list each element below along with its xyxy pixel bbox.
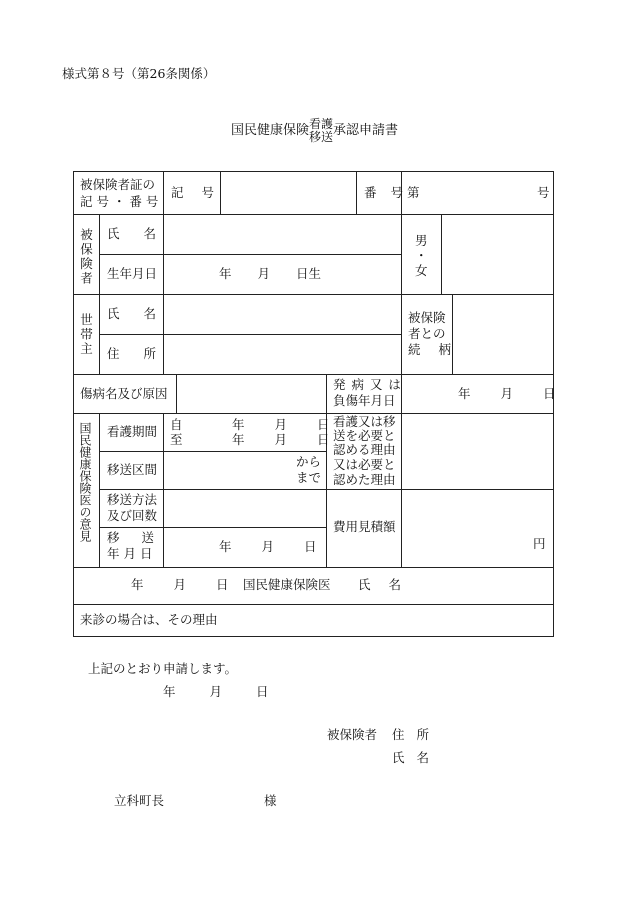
visit-reason-label: 来診の場合は、その理由 bbox=[80, 612, 218, 627]
applicant-name-label: 氏 名 bbox=[392, 750, 429, 765]
title-suffix: 承認申請書 bbox=[333, 123, 399, 139]
insured-birth-value: 年 月 日生 bbox=[219, 266, 321, 281]
reason-line3: 認める理由 bbox=[333, 442, 396, 457]
reason-line2: 送を必要と bbox=[333, 428, 396, 443]
reason-line5: 認めた理由 bbox=[333, 472, 396, 487]
addressee-mayor: 立科町長 bbox=[114, 793, 165, 808]
transfer-date-line1: 移 送 bbox=[107, 530, 154, 545]
application-date: 年 月 日 bbox=[163, 684, 269, 699]
relation-line1: 被保険 bbox=[408, 310, 446, 325]
title-stack bbox=[309, 118, 333, 143]
onset-label-line2: 負傷年月日 bbox=[333, 393, 396, 408]
period-from-label: 自 bbox=[170, 417, 183, 432]
applicant-address-label: 住 所 bbox=[392, 727, 429, 742]
period-to-date: 年 月 日 bbox=[232, 432, 330, 447]
title-prefix: 国民健康保険 bbox=[231, 123, 310, 139]
gender-female: 女 bbox=[415, 263, 428, 278]
transfer-date-line2: 年 月 日 bbox=[107, 546, 153, 561]
addressee-honorific: 様 bbox=[264, 793, 277, 808]
insured-group-label: 被保険者 bbox=[78, 228, 94, 286]
householder-name-label: 氏 名 bbox=[107, 306, 156, 321]
applicant-label: 被保険者 bbox=[327, 727, 378, 742]
symbol-label: 記 号 bbox=[171, 185, 214, 200]
insured-card-label-line1: 被保険者証の bbox=[80, 177, 156, 192]
doctor-sign-date: 年 月 日 bbox=[131, 577, 229, 592]
nursing-period-label: 看護期間 bbox=[107, 424, 158, 439]
form-title bbox=[231, 118, 398, 143]
declaration-text: 上記のとおり申請します。 bbox=[88, 661, 238, 676]
insured-birth-label: 生年月日 bbox=[107, 266, 158, 281]
illness-cause-label: 傷病名及び原因 bbox=[80, 386, 168, 401]
doctor-sign-name-label: 氏 名 bbox=[358, 577, 401, 592]
route-from: から bbox=[296, 454, 322, 469]
relation-line3: 続 柄 bbox=[408, 342, 451, 357]
yen-label: 円 bbox=[533, 536, 546, 551]
reason-line4: 又は必要と bbox=[333, 457, 396, 472]
householder-address-label: 住 所 bbox=[107, 346, 156, 361]
method-line2: 及び回数 bbox=[107, 508, 158, 523]
title-stack-top: 看護 bbox=[309, 117, 334, 131]
onset-label-line1: 発 病 又 は bbox=[333, 377, 402, 392]
onset-date: 年 月 日 bbox=[458, 386, 556, 401]
householder-group-label: 世帯主 bbox=[78, 313, 94, 357]
insured-name-label: 氏 名 bbox=[107, 226, 156, 241]
transfer-date-value: 年 月 日 bbox=[219, 539, 317, 554]
route-to: まで bbox=[296, 470, 322, 485]
gender-dot: ・ bbox=[415, 248, 428, 263]
relation-line2: 者との bbox=[408, 326, 446, 341]
reason-line1: 看護又は移 bbox=[333, 414, 396, 429]
title-stack-bottom: 移送 bbox=[309, 129, 334, 144]
insured-card-label-line2: 記 号 ・ 番 号 bbox=[80, 194, 159, 209]
table-border-bottom bbox=[73, 636, 554, 637]
doctor-sign-title: 国民健康保険医 bbox=[243, 577, 331, 592]
cost-label: 費用見積額 bbox=[333, 519, 396, 534]
dai-label: 第 bbox=[407, 185, 420, 200]
table-border-top bbox=[73, 171, 554, 172]
gender-male: 男 bbox=[415, 233, 428, 248]
period-from-date: 年 月 日 bbox=[232, 417, 330, 432]
form-number: 様式第８号（第26条関係） bbox=[62, 66, 216, 81]
method-line1: 移送方法 bbox=[107, 492, 158, 507]
period-to-label: 至 bbox=[170, 432, 183, 447]
doctor-opinion-group-label: 国民健康保険医の意見 bbox=[78, 422, 92, 542]
number-label: 番 号 bbox=[364, 185, 403, 200]
route-label: 移送区間 bbox=[107, 462, 158, 477]
go-label: 号 bbox=[537, 185, 550, 200]
